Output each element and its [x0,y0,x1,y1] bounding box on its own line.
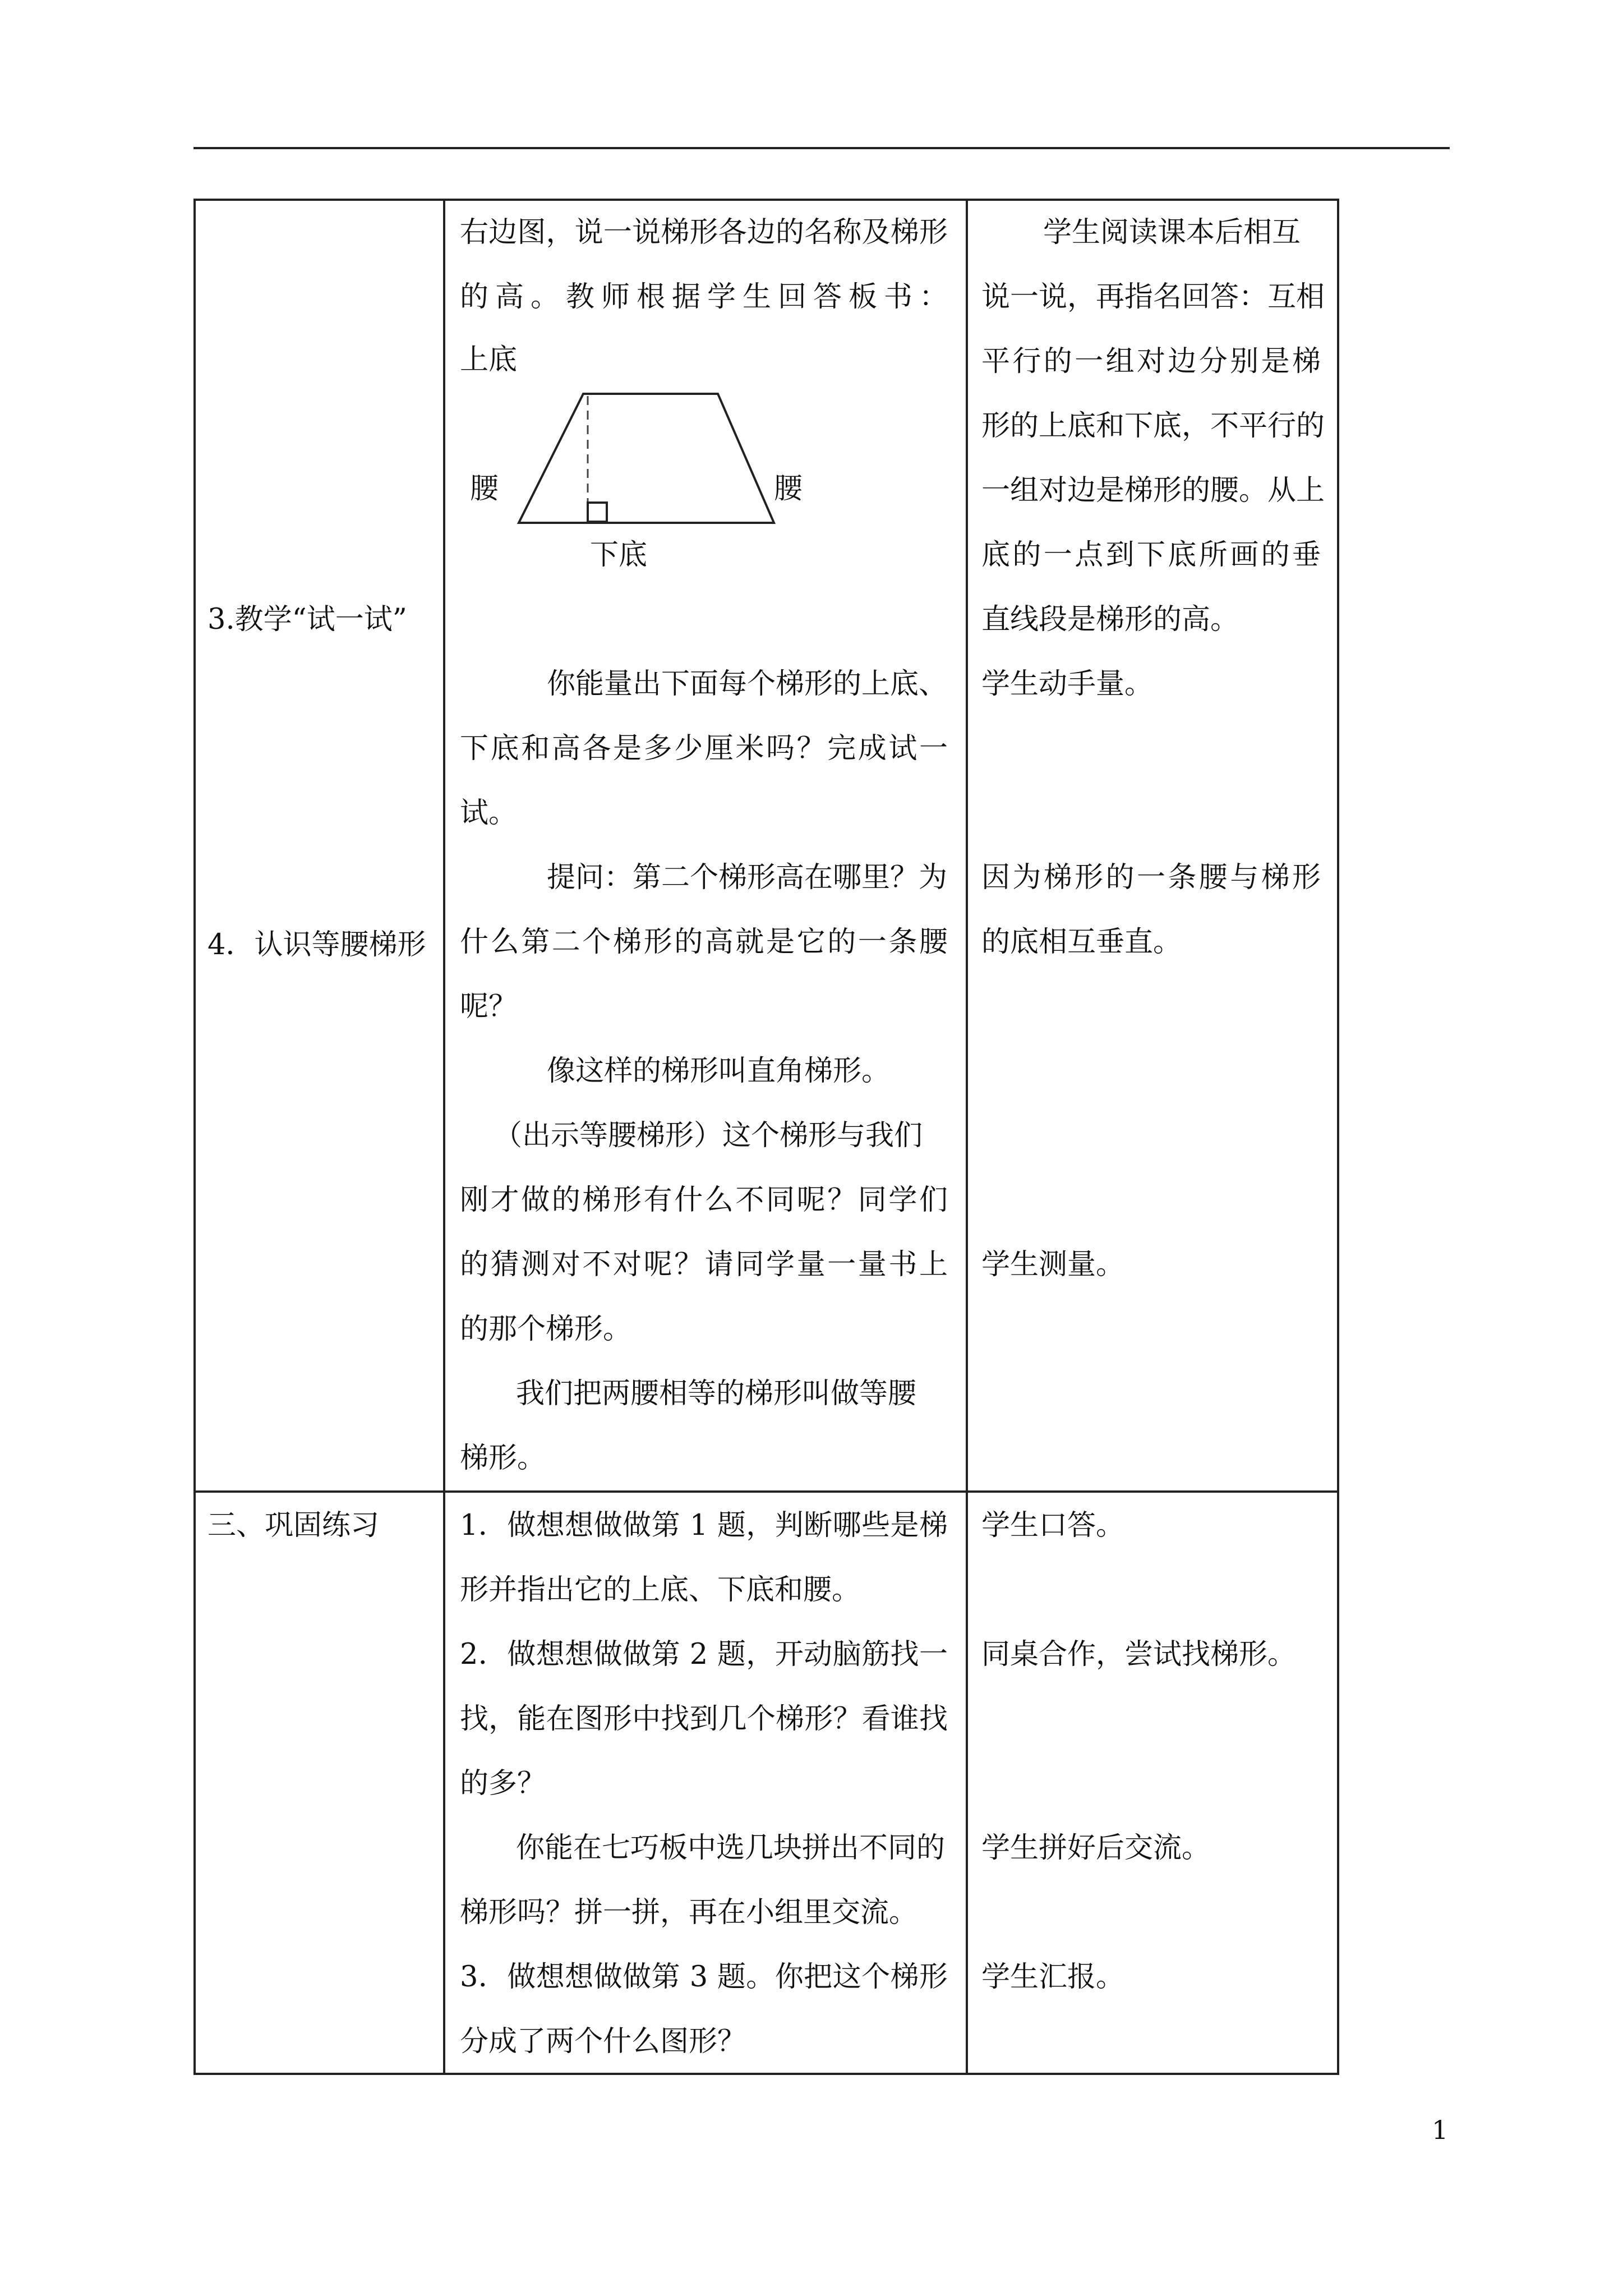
text-line: 1．做想想做做第 1 题，判断哪些是梯 [460,1509,948,1542]
label-left-leg: 腰 [470,472,499,505]
text-line: 像这样的梯形叫直角梯形。 [547,1055,891,1088]
text-line: 呢？ [460,990,518,1023]
text-line: 梯形吗？拼一拼，再在小组里交流。 [460,1896,918,1929]
text-line: 学生汇报。 [981,1961,1125,1994]
step-label-try: 3.教学“试一试” [208,603,407,636]
text-line: 的高。教师根据学生回答板书： [460,280,948,314]
text-line: 学生口答。 [981,1509,1125,1542]
text-line: 下底和高各是多少厘米吗？完成试一 [460,732,948,765]
text-line: 试。 [460,797,518,830]
trapezoid-shape [519,394,774,523]
label-lower-base: 下底 [590,539,648,572]
text-line: 因为梯形的一条腰与梯形 [981,861,1321,894]
table-left-border [193,199,196,2075]
column-divider-1 [443,199,445,2075]
text-line: 刚才做的梯形有什么不同呢？同学们 [460,1184,948,1217]
header-rule [193,147,1450,149]
row-divider [193,1490,1339,1493]
table-bottom-border [193,2073,1339,2075]
text-line: 学生测量。 [981,1248,1125,1281]
text-line: 我们把两腰相等的梯形叫做等腰 [516,1377,917,1410]
text-line: 2．做想想做做第 2 题，开动脑筋找一 [460,1638,948,1671]
text-line: 一组对边是梯形的腰。从上 [981,474,1325,507]
text-line: 学生阅读课本后相互 [1043,216,1301,249]
step-label-isosceles: 4．认识等腰梯形 [208,928,426,961]
text-line: 的那个梯形。 [460,1313,632,1346]
text-line: 的多？ [460,1767,546,1800]
text-line: 的底相互垂直。 [981,926,1182,959]
text-line: 你能在七巧板中选几块拼出不同的 [516,1832,946,1865]
text-line: 平行的一组对边分别是梯 [981,345,1321,378]
text-line: 右边图，说一说梯形各边的名称及梯形 [460,216,948,249]
text-line: 学生动手量。 [981,668,1154,701]
text-line: 分成了两个什么图形？ [460,2025,746,2058]
text-line: （出示等腰梯形）这个梯形与我们 [494,1119,923,1152]
table-top-border [193,199,1339,201]
trapezoid-diagram [505,381,796,527]
text-line: 同桌合作，尝试找梯形。 [981,1638,1297,1671]
text-line: 学生拼好后交流。 [981,1832,1211,1865]
right-angle-mark [588,503,607,522]
text-line: 底的一点到下底所画的垂 [981,539,1321,572]
text-line: 形的上底和下底，不平行的 [981,409,1325,443]
text-line: 的猜测对不对呢？请同学量一量书上 [460,1248,948,1281]
page-number: 1 [1432,2115,1449,2145]
label-upper-base: 上底 [460,343,518,376]
text-line: 说一说，再指名回答：互相 [981,280,1325,314]
text-line: 直线段是梯形的高。 [981,603,1239,636]
text-line: 提问：第二个梯形高在哪里？为 [547,861,948,894]
text-line: 找，能在图形中找到几个梯形？看谁找 [460,1703,948,1736]
text-line: 梯形。 [460,1442,546,1475]
column-divider-2 [966,199,968,2075]
text-line: 你能量出下面每个梯形的上底、 [547,668,948,701]
section-title-practice: 三、巩固练习 [208,1509,380,1542]
text-line: 3．做想想做做第 3 题。你把这个梯形 [460,1961,948,1994]
label-right-leg: 腰 [774,472,803,505]
table-right-border [1337,199,1339,2075]
text-line: 什么第二个梯形的高就是它的一条腰 [460,926,948,959]
text-line: 形并指出它的上底、下底和腰。 [460,1573,861,1607]
